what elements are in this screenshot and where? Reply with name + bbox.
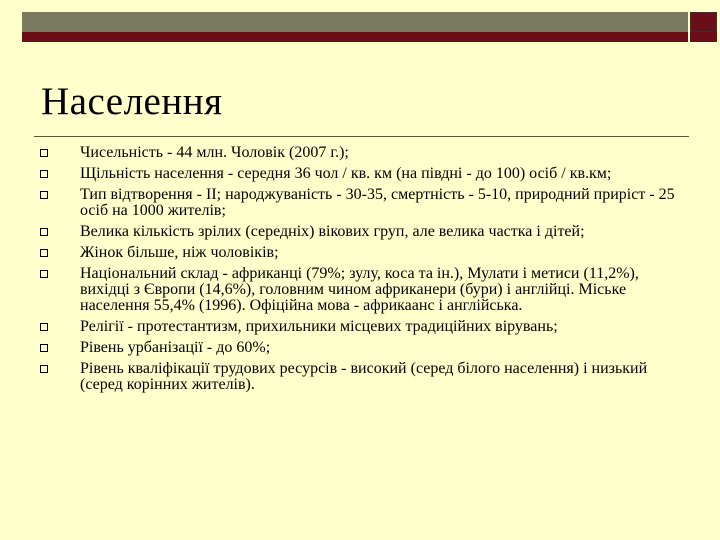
list-item — [40, 266, 680, 314]
list-item-text: Рівень урбанізації - до 60%; — [80, 339, 271, 356]
list-item-text: Жінок більше, ніж чоловіків; — [80, 244, 279, 261]
list-item — [40, 145, 680, 161]
square-bullet-icon — [40, 249, 48, 257]
list-item-text: Чисельність - 44 млн. Чоловік (2007 г.); — [80, 144, 349, 161]
square-bullet-icon — [40, 323, 48, 331]
square-bullet-icon — [40, 365, 48, 373]
list-item — [40, 166, 680, 182]
bullet-list — [40, 145, 680, 398]
list-item — [40, 245, 680, 261]
list-item — [40, 224, 680, 240]
list-item-text: Щільність населення - середня 36 чол / кв. км (на півдні - до 100) осіб / кв.км; — [80, 165, 612, 182]
list-item-text: Національний склад - африканці (79%; зулу, коса та ін.), Мулати і метиси (11,2%), вихідці з Європи (14,6%), головним чином африканери (бури) і англійці. Міське населення 55,4% (1996). Офіційна мова - африкаанс і англійська. — [80, 265, 639, 314]
header-accent-stripe — [22, 32, 688, 42]
square-bullet-icon — [40, 191, 48, 199]
slide-title: Населення — [41, 80, 223, 123]
corner-square-lower-decoration — [690, 32, 717, 42]
square-bullet-icon — [40, 149, 48, 157]
square-bullet-icon — [40, 170, 48, 178]
list-item-text: Релігії - протестантизм, прихильники місцевих традиційних вірувань; — [80, 318, 558, 335]
list-item-text: Велика кількість зрілих (середніх) вікових груп, але велика частка і дітей; — [80, 223, 585, 240]
list-item — [40, 340, 680, 356]
square-bullet-icon — [40, 344, 48, 352]
list-item — [40, 187, 680, 219]
list-item — [40, 319, 680, 335]
list-item — [40, 361, 680, 393]
list-item-text: Тип відтворення - II; народжуваність - 30-35, смертність - 5-10, природний приріст - 25 осіб на 1000 жителів; — [80, 186, 675, 219]
header-bar — [22, 12, 688, 32]
square-bullet-icon — [40, 228, 48, 236]
square-bullet-icon — [40, 270, 48, 278]
list-item-text: Рівень кваліфікації трудових ресурсів - високий (серед білого населення) і низький (серед корінних жителів). — [80, 360, 648, 393]
title-divider — [34, 136, 689, 137]
corner-square-decoration — [690, 12, 717, 32]
